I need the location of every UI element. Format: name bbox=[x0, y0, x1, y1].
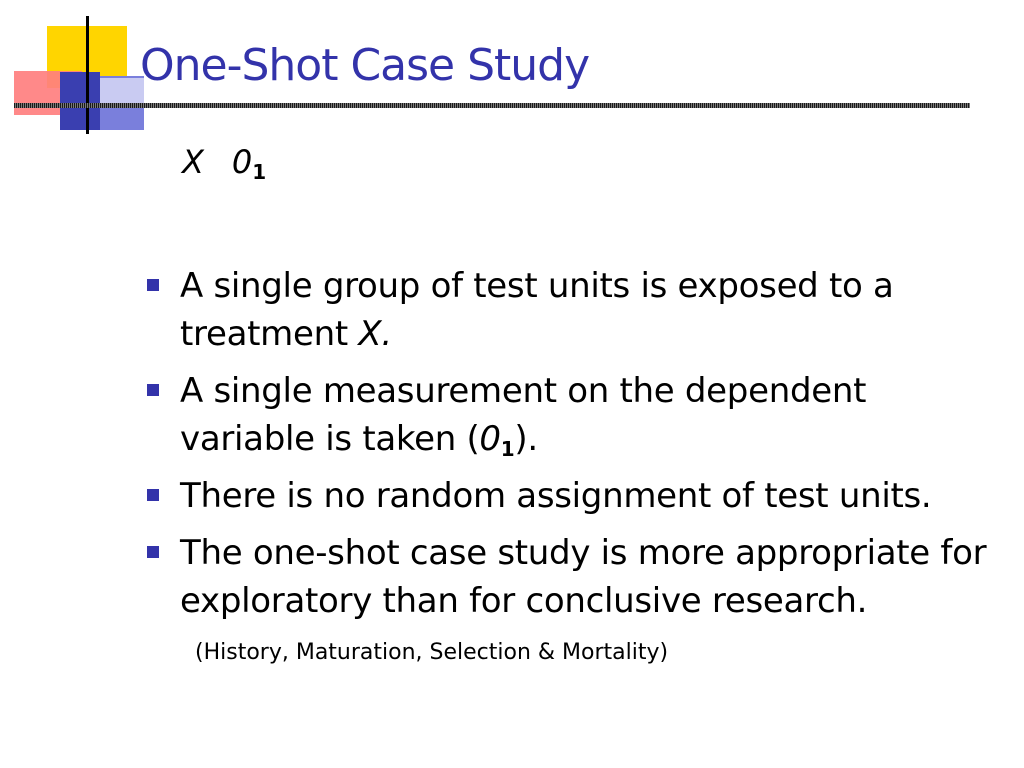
bullet-item bbox=[142, 262, 1002, 358]
square-bullet-icon bbox=[147, 546, 159, 558]
observation-symbol: 0 bbox=[231, 143, 253, 181]
bullet-item bbox=[142, 367, 1002, 463]
bullet-item bbox=[142, 472, 1002, 520]
bullet-italic-text: X. bbox=[358, 314, 392, 354]
bullet-text-end: ). bbox=[514, 419, 538, 459]
bullet-italic-text: 0 bbox=[479, 419, 501, 459]
decorative-vertical-line bbox=[86, 16, 89, 134]
design-notation bbox=[182, 143, 267, 184]
square-bullet-icon bbox=[147, 489, 159, 501]
bullet-text: A single measurement on the dependent variable is taken ( bbox=[180, 371, 867, 459]
bullet-item bbox=[142, 529, 1002, 625]
treatment-symbol: X bbox=[182, 143, 204, 181]
bullet-text: There is no random assignment of test units. bbox=[180, 476, 932, 516]
square-bullet-icon bbox=[147, 384, 159, 396]
bullet-subscript: 1 bbox=[500, 437, 515, 461]
observation-subscript: 1 bbox=[252, 160, 267, 184]
threats-note: (History, Maturation, Selection & Mortality) bbox=[195, 640, 669, 665]
decorative-navy-square bbox=[60, 72, 100, 130]
bullet-list bbox=[142, 262, 1002, 634]
title-underline bbox=[14, 103, 970, 108]
bullet-text: The one-shot case study is more appropriate for exploratory than for conclusive research. bbox=[180, 533, 987, 621]
square-bullet-icon bbox=[147, 279, 159, 291]
bullet-text: A single group of test units is exposed to a treatment bbox=[180, 266, 894, 354]
slide-title: One-Shot Case Study bbox=[140, 40, 590, 91]
